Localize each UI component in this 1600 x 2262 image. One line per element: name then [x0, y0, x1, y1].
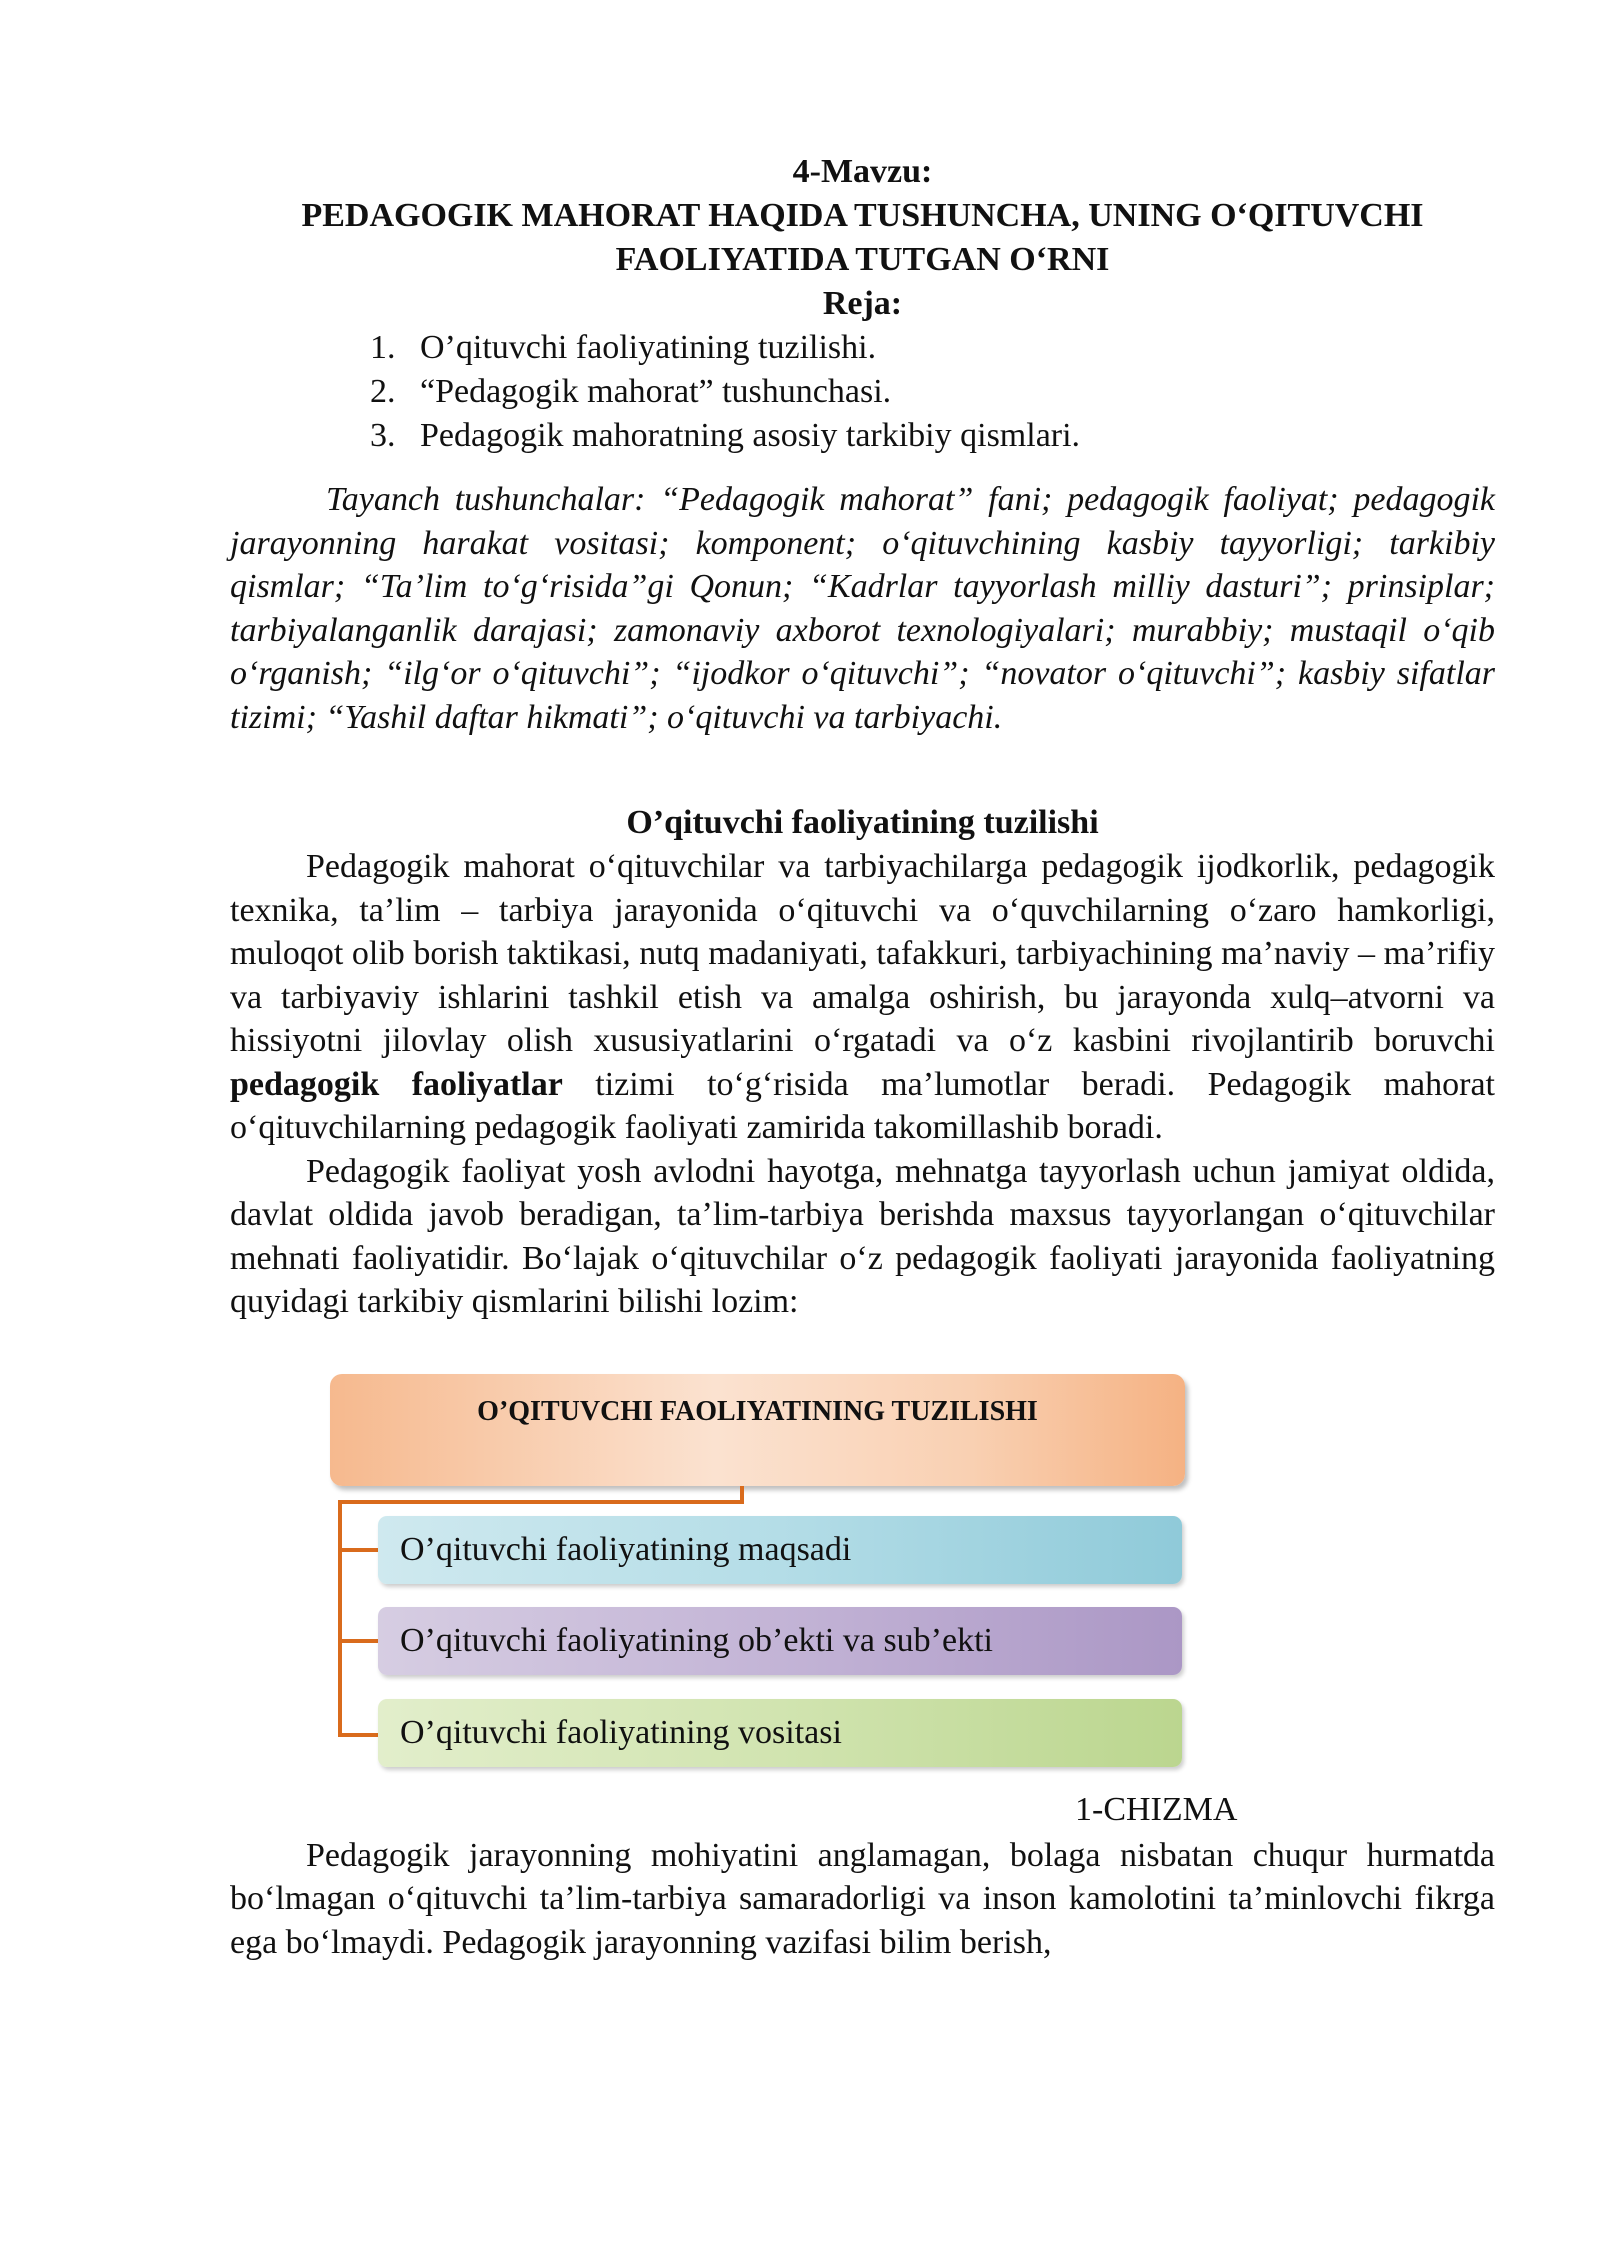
structure-diagram [230, 1364, 1495, 1834]
diagram-item-object-subject: O’qituvchi faoliyatining ob’ekti va sub’ekti [378, 1607, 1182, 1675]
diagram-item-means: O’qituvchi faoliyatining vositasi [378, 1699, 1182, 1767]
plan-item [370, 326, 1495, 370]
connector-horizontal [338, 1500, 744, 1504]
paragraph-1-text-b: tizimi to‘g‘risida ma’lumotlar beradi. Pedagogik mahorat o‘qituvchilarning pedagogik faoliyati zamirida takomillashib boradi. [230, 1065, 1495, 1146]
connector-branch-1 [338, 1548, 378, 1552]
plan-item-text: “Pedagogik mahorat” tushunchasi. [420, 373, 892, 410]
connector-vertical [338, 1500, 342, 1737]
plan-item-number: 1. [370, 329, 396, 366]
diagram-item-goal: O’qituvchi faoliyatining maqsadi [378, 1516, 1182, 1584]
diagram-header-box [330, 1374, 1185, 1486]
topic-number: 4-Mavzu: [792, 153, 933, 190]
key-concepts: Tayanch tushunchalar: “Pedagogik mahorat” fani; pedagogik faoliyat; pedagogik jarayonning harakat vositasi; komponent; o‘qituvchining kasbiy tayyorligi; tarkibiy qismlar; “Ta’lim to‘g‘risida”gi Qonun; “Kadrlar tayyorlash milliy dasturi”; prinsiplar; tarbiyalanganlik darajasi; zamonaviy axborot texnologiyalari; murabbiy; mustaqil o‘qib o‘rganish; “ilg‘or o‘qituvchi”; “ijodkor o‘qituvchi”; “novator o‘qituvchi”; kasbiy sifatlar tizimi; “Yashil daftar hikmati”; o‘qituvchi va tarbiyachi. [230, 481, 1495, 736]
title-line-1: PEDAGOGIK MAHORAT HAQIDA TUSHUNCHA, UNING O‘QITUVCHI [301, 197, 1424, 234]
plan-list [230, 326, 1495, 458]
connector-branch-2 [338, 1639, 378, 1643]
paragraph-1-bold: pedagogik faoliyatlar [230, 1065, 563, 1103]
title-line-2: FAOLIYATIDA TUTGAN O‘RNI [615, 241, 1110, 278]
document-page [230, 150, 1495, 1964]
plan-item-number: 2. [370, 373, 396, 410]
paragraph-2: Pedagogik faoliyat yosh avlodni hayotga, mehnatga tayyorlash uchun jamiyat oldida, davlat oldida javob beradigan, ta’lim-tarbiya berishda maxsus tayyorlangan o‘qituvchilar mehnati faoliyatidir. Bo‘lajak o‘qituvchilar o‘z pedagogik faoliyati jarayonida faoliyatning quyidagi tarkibiy qismlarini bilishi lozim: [230, 1152, 1495, 1320]
section-title: O’qituvchi faoliyatining tuzilishi [626, 804, 1099, 841]
plan-heading: Reja: [822, 285, 903, 322]
plan-item-number: 3. [370, 417, 396, 454]
paragraph-3: Pedagogik jarayonning mohiyatini anglamagan, bolaga nisbatan chuqur hurmatda bo‘lmagan o‘qituvchi ta’lim-tarbiya samaradorligi va inson kamolotini ta’minlovchi fikrga ega bo‘lmaydi. Pedagogik jarayonning vazifasi bilim berish, [230, 1836, 1495, 1961]
plan-item-text: O’qituvchi faoliyatining tuzilishi. [420, 329, 877, 366]
figure-caption: 1-CHIZMA [1075, 1790, 1238, 1828]
paragraph-1-text-a: Pedagogik mahorat o‘qituvchilar va tarbiyachilarga pedagogik ijodkorlik, pedagogik texnika, ta’lim – tarbiya jarayonida o‘qituvchi va o‘quvchilarning o‘zaro hamkorligi, muloqot olib borish taktikasi, nutq madaniyati, tafakkuri, tarbiyachining ma’naviy – ma’rifiy va tarbiyaviy ishlarini tashkil etish va amalga oshirish, bu jarayonda xulq–atvorni va hissiyotni jilovlay olish xususiyatlarini o‘rgatadi va o‘z kasbini rivojlantirib boruvchi [230, 848, 1495, 1059]
plan-item [370, 370, 1495, 414]
plan-item-text: Pedagogik mahoratning asosiy tarkibiy qismlari. [420, 417, 1081, 454]
plan-item [370, 414, 1495, 458]
paragraph-1 [230, 845, 1495, 1150]
diagram-header-text: O’QITUVCHI FAOLIYATINING TUZILISHI [477, 1395, 1038, 1427]
connector-branch-3 [338, 1733, 378, 1737]
